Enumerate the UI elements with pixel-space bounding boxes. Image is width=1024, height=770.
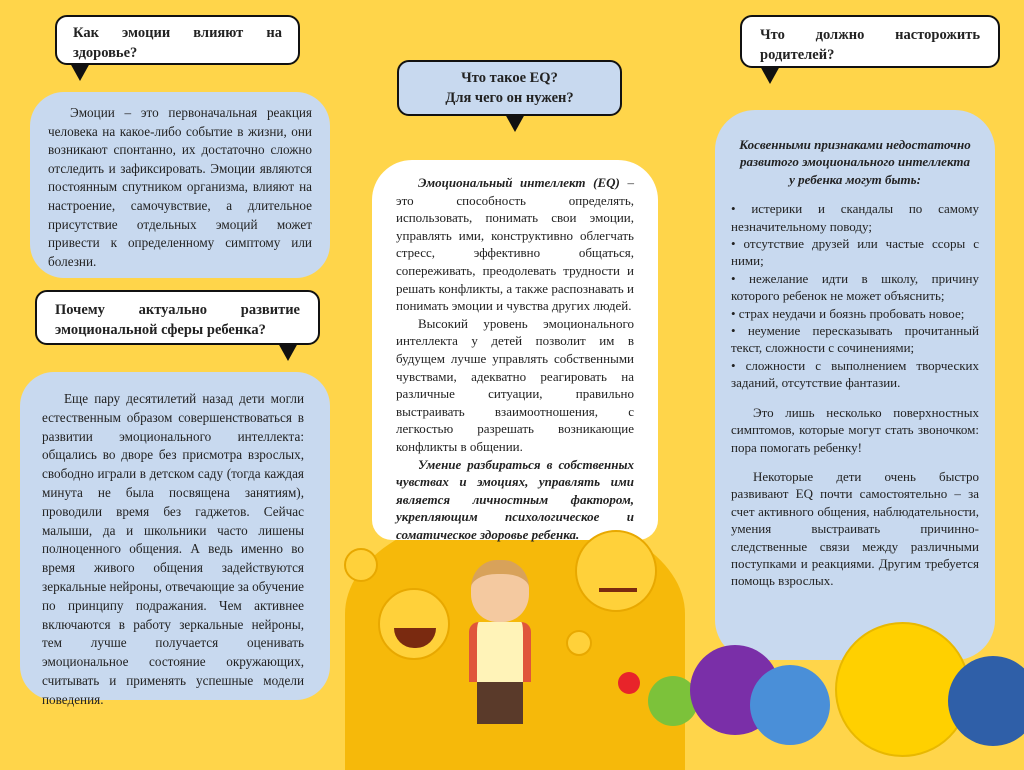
speech-bubble-parents bbox=[740, 15, 1000, 68]
paragraph: Еще пару десятилетий назад дети могли естественным образом совершенствоваться в развитии эмоционального интеллекта: общались во дворе без присмотра взрослых, свободно играли в детском саду (тогда каждая минута не была посвящена занятиям), проводили время без гаджетов. Сейчас малыши, да и школьники часто лишены полноценного общения. А ведь именно во время живого общения задействуются зеркальные нейроны, отвечающие за обучение по принципу подражания. Чем активнее включаются в работу зеркальные нейроны, тем лучше получается оценивать эмоциональное состояние окружающих, считывать и применять успешные модели поведения. bbox=[42, 391, 304, 707]
paragraph-emphasis: Умение разбираться в собственных чувствах и эмоциях, управлять ими является личностным фактором, укрепляющим психологическое и соматическое здоровье ребенка. bbox=[396, 456, 634, 542]
list-item: • нежелание идти в школу, причину которого ребенок не может объяснить; bbox=[731, 270, 979, 304]
red-dot bbox=[618, 672, 640, 694]
speech-bubble-relevance bbox=[35, 290, 320, 345]
list-item: • неумение пересказывать прочитанный текст, сложности с сочинениями; bbox=[731, 323, 979, 356]
term-bold: Эмоциональный интеллект (EQ) bbox=[418, 175, 620, 190]
info-box-signs bbox=[715, 110, 995, 660]
child-illustration bbox=[465, 560, 535, 724]
list-item: • сложности с выполнением творческих заданий, отсутствие фантазии. bbox=[731, 357, 979, 391]
winking-emoji-icon bbox=[378, 588, 450, 660]
list-item: • страх неудачи и боязнь пробовать новое; bbox=[731, 305, 965, 321]
darkblue-circle bbox=[948, 656, 1024, 746]
bubble-title: Как эмоции влияют на здоровье? bbox=[73, 25, 282, 61]
list-item: • отсутствие друзей или частые ссоры с ними; bbox=[731, 236, 979, 269]
speech-bubble-eq bbox=[397, 60, 622, 116]
list-item: • истерики и скандалы по самому незначительному поводу; bbox=[731, 201, 979, 234]
paragraph: Высокий уровень эмоционального интеллекта у детей позволит им в будущем лучше управлять собственными чувствами, адекватно реагировать на различные ситуации, правильно выстраивать взаимоотношения, с легкостью разрешать возникающие конфликты в общении. bbox=[396, 315, 634, 454]
bubble-title: Что должно насторожить родителей? bbox=[760, 27, 980, 63]
paragraph: Эмоции – это первоначальная реакция человека на какое-либо событие в жизни, они возникают спонтанно, их достаточно сложно отследить и зафиксировать. Эмоции являются постоянным спутником организма, влияют на настроение, самочувствие, а длительное присутствие отдельных эмоций может привести к определенному симптому или болезни. bbox=[48, 105, 312, 269]
bubble-title: Почему актуально развитие эмоциональной сферы ребенка? bbox=[55, 302, 300, 338]
signs-heading: Косвенными признаками недостаточно развитого эмоционального интеллекта у ребенка могут быть: bbox=[739, 137, 971, 187]
signs-list bbox=[731, 200, 979, 391]
paragraph: Некоторые дети очень быстро развивают EQ почти самостоятельно – за счет активного общения, наблюдательности, умения выстраивать причинно-следственные связи между различными поступками и реакциями. Другим требуется помощь взрослых. bbox=[731, 468, 979, 589]
annoyed-emoji-icon bbox=[575, 530, 657, 612]
speech-bubble-health bbox=[55, 15, 300, 65]
info-box-emotions bbox=[30, 92, 330, 278]
bubble-tail bbox=[70, 63, 90, 81]
definition: – это способность определять, использовать, понимать свои эмоции, управлять ими, конструктивно облегчать стресс, эффективно общаться, сопереживать, преодолевать трудности и решать конфликты, а также распознавать и понимать эмоции и чувства других людей. bbox=[396, 175, 634, 314]
paragraph: Это лишь несколько поверхностных симптомов, которые могут стать звоночком: пора помогать ребенку! bbox=[731, 404, 979, 455]
blue-circle bbox=[750, 665, 830, 745]
bubble-tail bbox=[278, 343, 298, 361]
bubble-line: Для чего он нужен? bbox=[445, 90, 574, 106]
bubble-line: Что такое EQ? bbox=[461, 70, 558, 86]
worried-emoji-icon bbox=[344, 548, 378, 582]
bubble-tail bbox=[760, 66, 780, 84]
info-box-development bbox=[20, 372, 330, 707]
bubble-tail bbox=[505, 114, 525, 132]
info-box-eq bbox=[372, 160, 658, 540]
smiling-emoji-icon bbox=[566, 630, 592, 656]
